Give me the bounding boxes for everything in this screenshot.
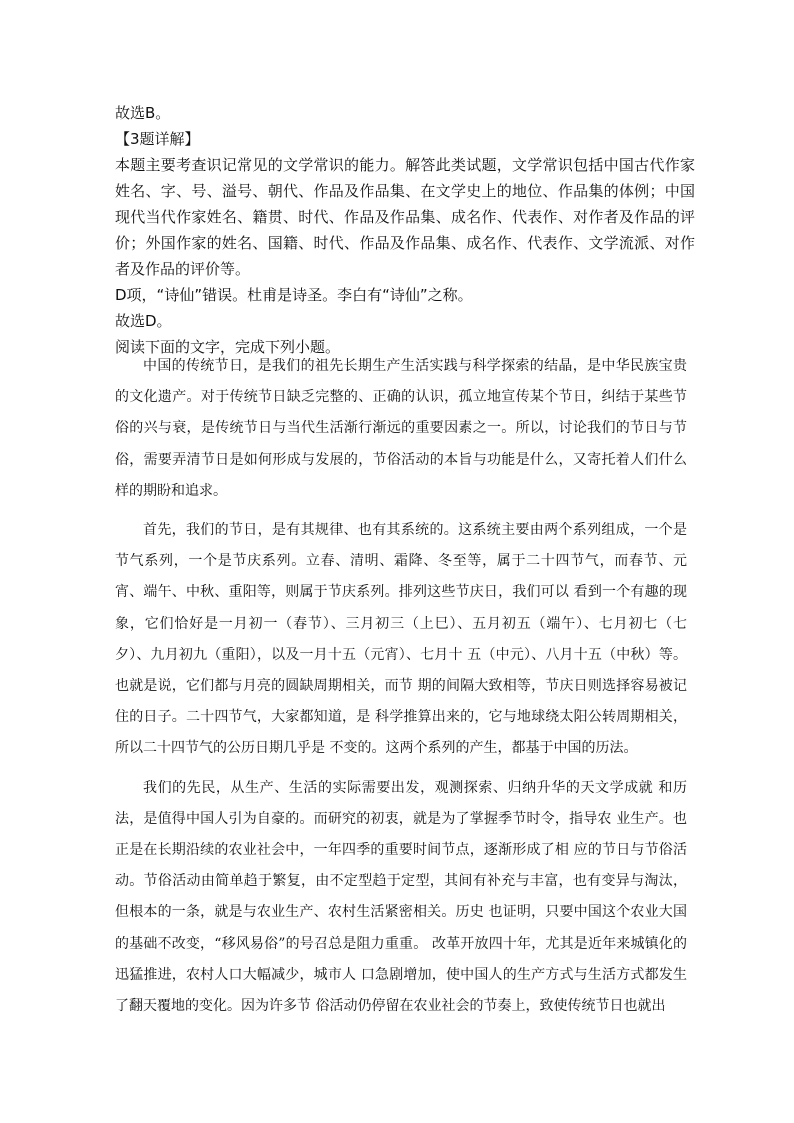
passage-paragraph-3: 我们的先民，从生产、生活的实际需要出发，观测探索、归纳升华的天文学成就 和历法，是值得中国人引为自豪的。而研究的初衷，就是为了掌握季节时令，指导农 业生产。也正是在长期沿续的农业社会中，一年四季的重要时间节点，逐渐形成了相 应的节日与节俗活动。节俗活动由简单趋于繁复，由不定型趋于定型，其间有补充与丰富，也有变异与淘汰，但根本的一条，就是与农业生产、农村生活紧密相关。历史 也证明，只要中国这个农业大国的基础不改变，“移风易俗”的号召总是阻力重重。 改革开放四十年，尤其是近年来城镇化的迅猛推进，农村人口大幅减少，城市人 口急剧增加，使中国人的生产方式与生活方式都发生了翻天覆地的变化。因为许多节 俗活动仍停留在农业社会的节奏上，致使传统节日也就出 [115, 779, 687, 1015]
choose-d-line: 故选D。 [115, 312, 172, 330]
passage-paragraph-2: 首先，我们的节日，是有其规律、也有其系统的。这系统主要由两个系列组成，一个是节气系列，一个是节庆系列。立春、清明、霜降、冬至等，属于二十四节气，而春节、元宵、端午、中秋、重阳等，则属于节庆系列。排列这些节庆日，我们可以 看到一个有趣的现象，它们恰好是一月初一（春节）、三月初三（上巳）、五月初五（端午）、七月初七（七夕）、九月初九（重阳），以及一月十五（元宵）、七月十 五（中元）、八月十五（中秋）等。也就是说，它们都与月亮的圆缺周期相关，而节 期的间隔大致相等，节庆日则选择容易被记住的日子。二十四节气，大家都知道，是 科学推算出来的，它与地球绕太阳公转周期相关，所以二十四节气的公历日期几乎是 不变的。这两个系列的产生，都基于中国的历法。 [115, 522, 687, 757]
choose-b-line: 故选B。 [115, 104, 171, 122]
reading-instruction: 阅读下面的文字，完成下列小题。 [115, 338, 341, 356]
q3-explanation: 本题主要考查识记常见的文学常识的能力。解答此类试题，文学常识包括中国古代作家姓名、字、号、溢号、朝代、作品及作品集、在文学史上的地位、作品集的体例；中国现代当代作家姓名、籍贯、时代、作品及作品集、成名作、代表作、对作者及作品的评价；外国作家的姓名、国籍、时代、作品及作品集、成名作、代表作、文学流派、对作者及作品的评价等。 [115, 156, 695, 278]
reading-passage [115, 351, 687, 1030]
answer-section [115, 100, 695, 360]
q3-heading: 【3题详解】 [115, 130, 200, 148]
option-d-line: D项，“诗仙”错误。杜甫是诗圣。李白有“诗仙”之称。 [115, 286, 473, 304]
passage-paragraph-1: 中国的传统节日，是我们的祖先长期生产生活实践与科学探索的结晶，是中华民族宝贵的文化遗产。对于传统节日缺乏完整的、正确的认识，孤立地宣传某个节日，纠结于某些节俗的兴与衰，是传统节日与当代生活渐行渐远的重要因素之一。所以，讨论我们的节日与节俗，需要弄清节日是如何形成与发展的，节俗活动的本旨与功能是什么，又寄托着人们什么样的期盼和追求。 [115, 358, 687, 499]
